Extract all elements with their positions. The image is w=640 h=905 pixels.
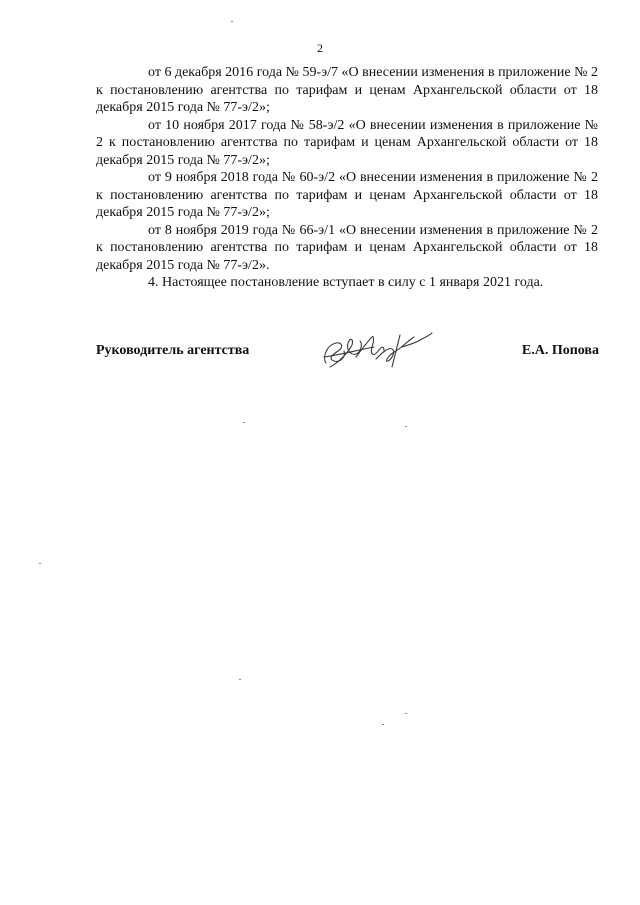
amendment-item-2017: от 10 ноября 2017 года № 58-э/2 «О внесении изменения в приложение № 2 к постановлению агентства по тарифам и ценам Архангельской области от 18 декабря 2015 года № 77-э/2»; — [96, 117, 598, 168]
signer-name: Е.А. Попова — [521, 343, 599, 358]
signature-stroke — [324, 347, 374, 357]
signer-title: Руководитель агентства — [96, 343, 250, 358]
signature-stroke — [402, 333, 432, 347]
scan-speck — [231, 21, 233, 22]
amendment-item-2019: от 8 ноября 2019 года № 66-э/1 «О внесении изменения в приложение № 2 к постановлению агентства по тарифам и ценам Архангельской области от 18 декабря 2015 года № 77-э/2». — [96, 222, 598, 273]
handwritten-signature — [318, 327, 436, 373]
signature-stroke — [376, 337, 414, 361]
document-body — [96, 64, 598, 292]
amendment-item-2018: от 9 ноября 2018 года № 60-э/2 «О внесении изменения в приложение № 2 к постановлению агентства по тарифам и ценам Архангельской области от 18 декабря 2015 года № 77-э/2»; — [96, 170, 598, 220]
effective-date-clause: 4. Настоящее постановление вступает в силу с 1 января 2021 года. — [148, 275, 544, 290]
scan-speck — [382, 724, 384, 725]
signature-stroke — [325, 343, 345, 363]
page-number: 2 — [317, 41, 323, 55]
scan-speck — [239, 679, 241, 680]
signature-stroke — [356, 337, 384, 357]
scan-speck — [405, 426, 407, 427]
amendment-item-2016: от 6 декабря 2016 года № 59-э/7 «О внесении изменения в приложение № 2 к постановлению агентства по тарифам и ценам Архангельской области от 18 декабря 2015 года № 77-э/2»; — [96, 65, 598, 115]
scan-speck — [243, 422, 245, 423]
scan-speck — [39, 563, 41, 564]
scan-speck — [405, 713, 407, 714]
